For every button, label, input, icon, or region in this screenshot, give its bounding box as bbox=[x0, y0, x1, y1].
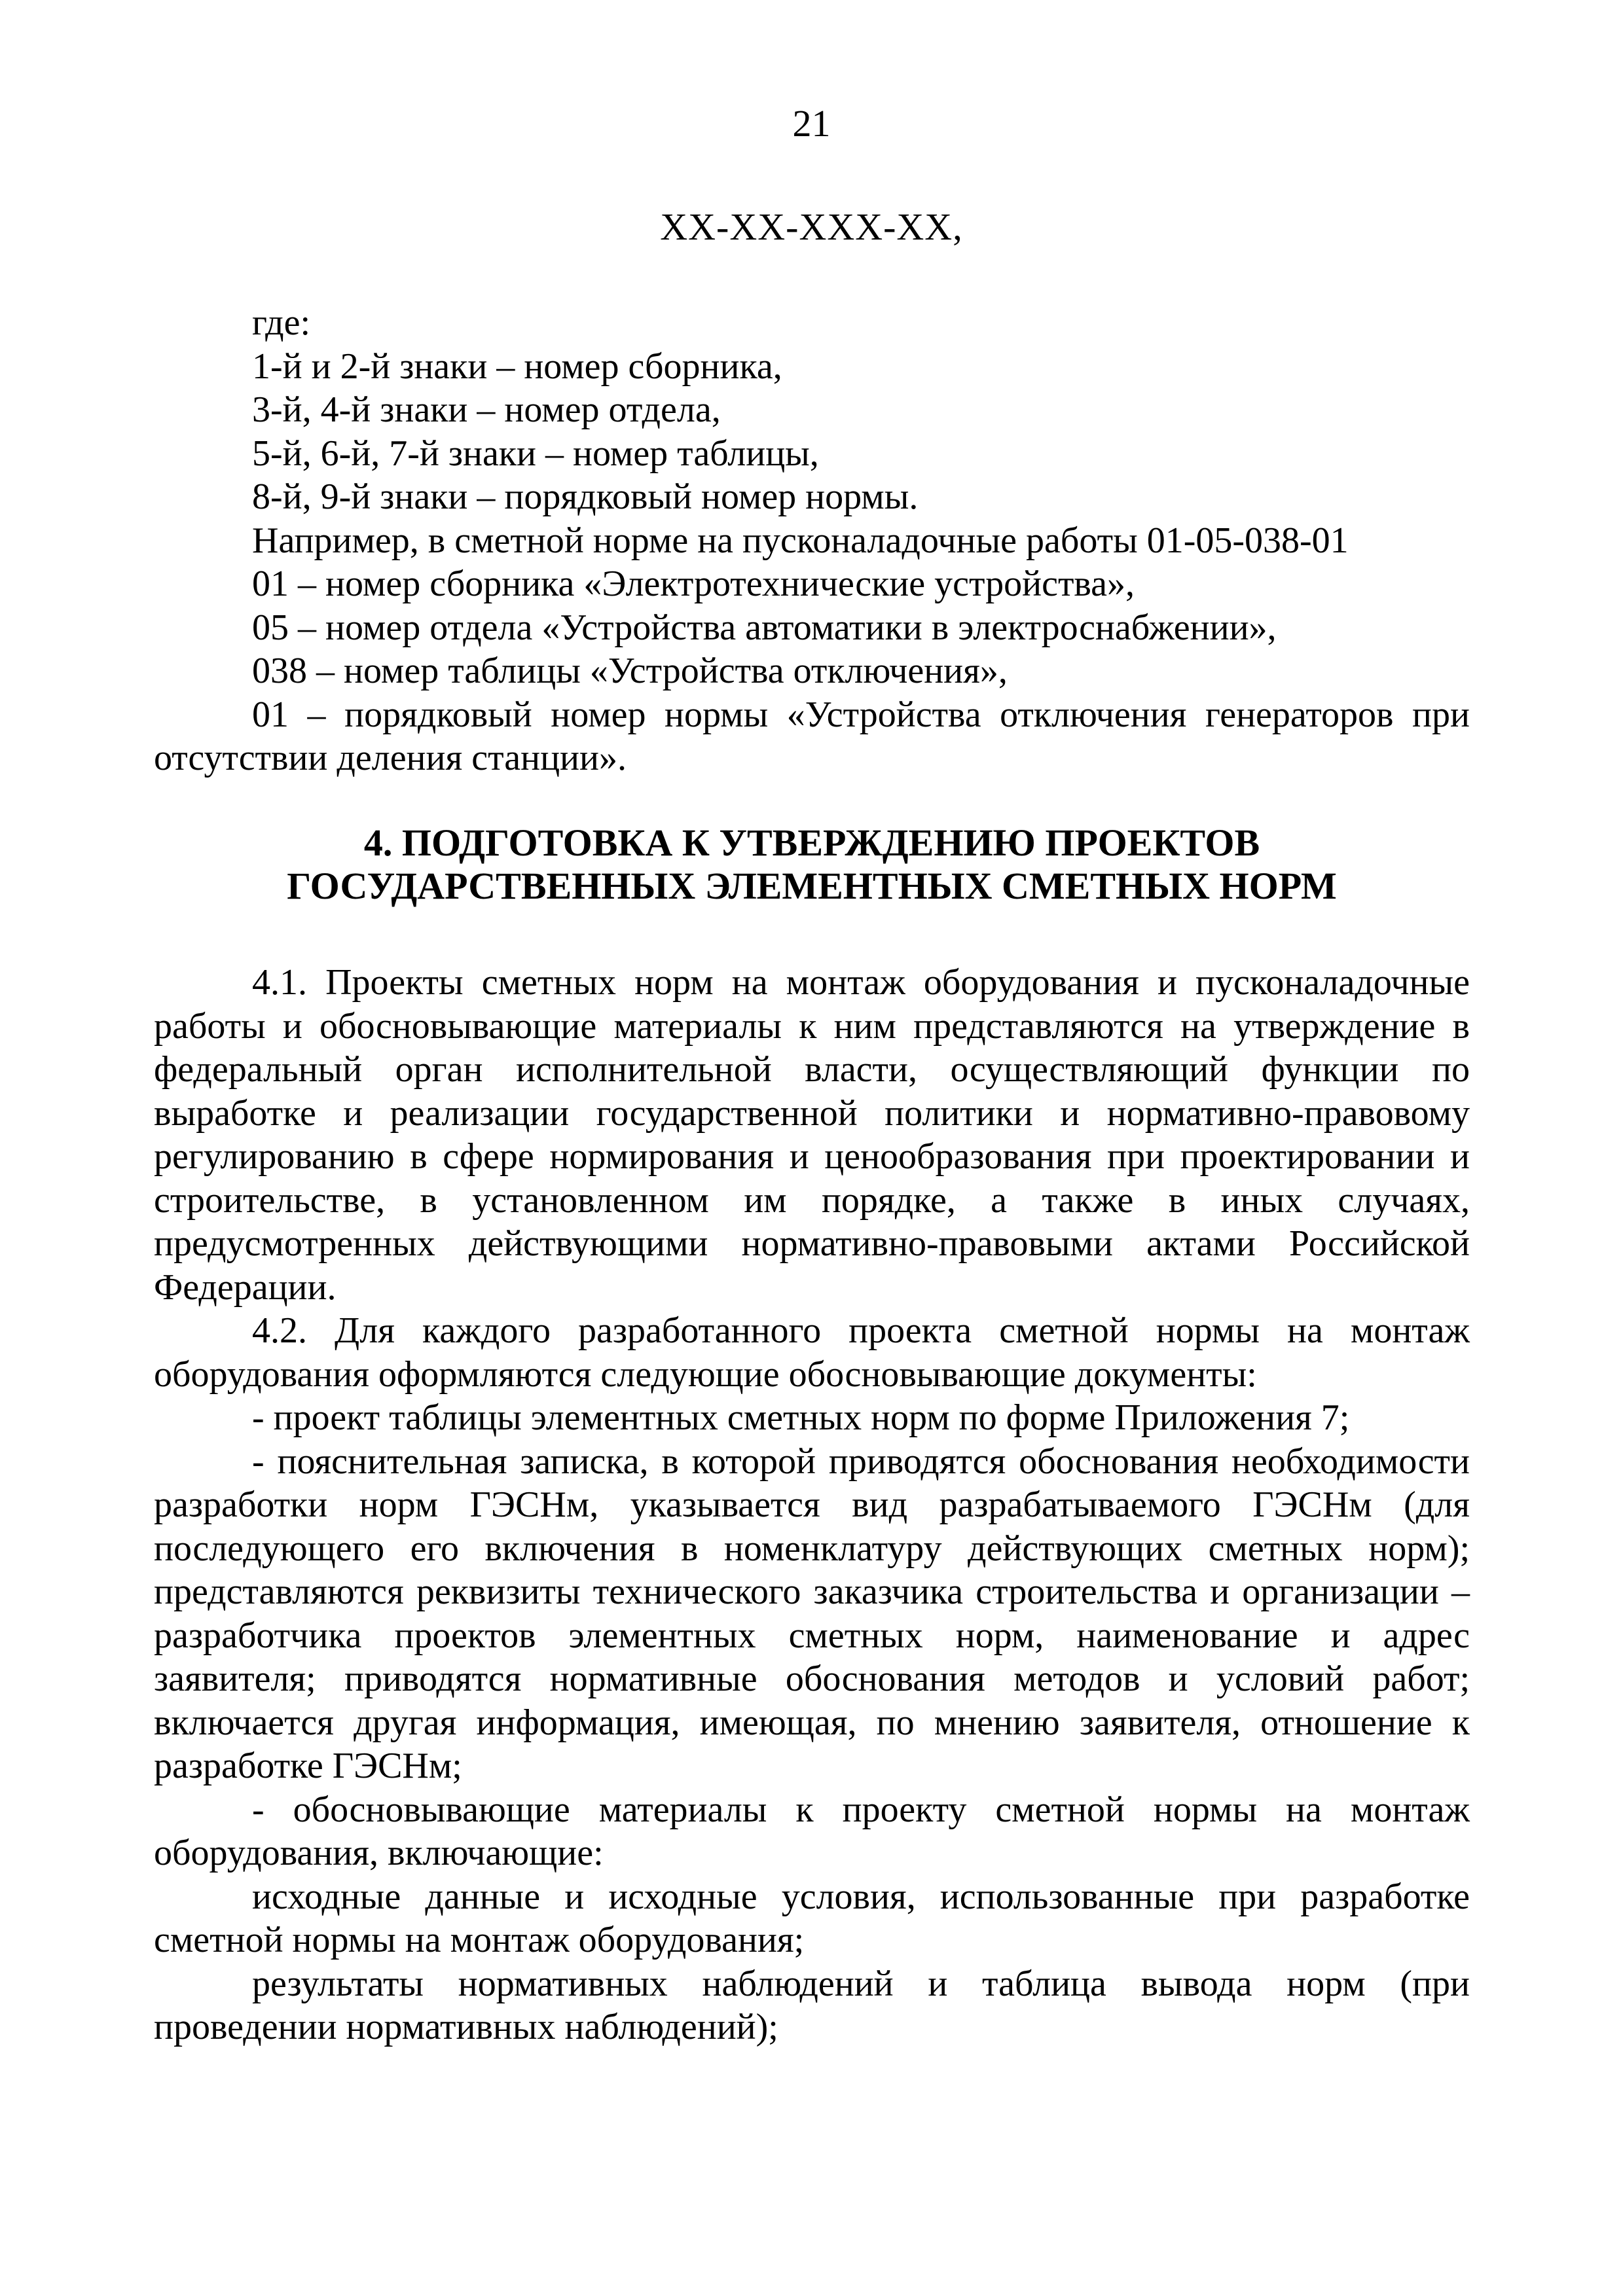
paragraph-4-2: 4.2. Для каждого разработанного проекта сметной нормы на монтаж оборудования оформляются следующие обосновывающие документы: bbox=[154, 1310, 1470, 1395]
code-line: 8-й, 9-й знаки – порядковый номер нормы. bbox=[252, 476, 919, 517]
example-last: 01 – порядковый номер нормы «Устройства отключения генераторов при отсутствии деления станции». bbox=[154, 694, 1470, 778]
example-intro: Например, в сметной норме на пусконаладочные работы 01-05-038-01 bbox=[252, 520, 1349, 561]
code-line: 3-й, 4-й знаки – номер отдела, bbox=[252, 389, 721, 430]
paragraph-4-1: 4.1. Проекты сметных норм на монтаж оборудования и пусконаладочные работы и обосновывающие материалы к ним представляются на утверждение в федеральный орган исполнительной власти, осуществляющий функции по выработке и реализации государственной политики и нормативно-правовому регулированию в сфере нормирования и ценообразования при проектировании и строительстве, в установленном им порядке, а также в иных случаях, предусмотренных действующими нормативно-правовыми актами Российской Федерации. bbox=[154, 962, 1470, 1308]
section-body bbox=[154, 961, 1470, 2049]
list-item-supporting-materials: - обосновывающие материалы к проекту сметной нормы на монтаж оборудования, включающие: bbox=[154, 1789, 1470, 1873]
where-label: где: bbox=[252, 302, 311, 343]
code-explanation-block bbox=[154, 301, 1470, 780]
section-title bbox=[154, 821, 1470, 908]
code-line: 5-й, 6-й, 7-й знаки – номер таблицы, bbox=[252, 433, 819, 474]
example-line: 038 – номер таблицы «Устройства отключения», bbox=[252, 651, 1008, 691]
code-line: 1-й и 2-й знаки – номер сборника, bbox=[252, 346, 782, 387]
sub-item-observation-results: результаты нормативных наблюдений и таблица вывода норм (при проведении нормативных наблюдений); bbox=[154, 1963, 1470, 2047]
example-line: 05 – номер отдела «Устройства автоматики в электроснабжении», bbox=[252, 607, 1277, 648]
sub-item-initial-data: исходные данные и исходные условия, использованные при разработке сметной нормы на монтаж оборудования; bbox=[154, 1876, 1470, 1960]
list-item-table-project: - проект таблицы элементных сметных норм по форме Приложения 7; bbox=[252, 1397, 1350, 1438]
section-title-line-1: 4. ПОДГОТОВКА К УТВЕРЖДЕНИЮ ПРОЕКТОВ bbox=[363, 821, 1260, 864]
list-item-explanatory-note: - пояснительная записка, в которой приводятся обоснования необходимости разработки норм ГЭСНм, указывается вид разрабатываемого ГЭСНм (для последующего его включения в номенклатуру действующих сметных норм); представляются реквизиты технического заказчика строительства и организации – разработчика проектов элементных сметных норм, наименование и адрес заявителя; приводятся нормативные обоснования методов и условий работ; включается другая информация, имеющая, по мнению заявителя, отношение к разработке ГЭСНм; bbox=[154, 1441, 1470, 1786]
page-number: 21 bbox=[792, 102, 831, 145]
code-pattern: XX-XX-XXX-XX, bbox=[660, 206, 963, 248]
section-title-line-2: ГОСУДАРСТВЕННЫХ ЭЛЕМЕНТНЫХ СМЕТНЫХ НОРМ bbox=[287, 865, 1337, 907]
example-line: 01 – номер сборника «Электротехнические устройства», bbox=[252, 564, 1135, 604]
